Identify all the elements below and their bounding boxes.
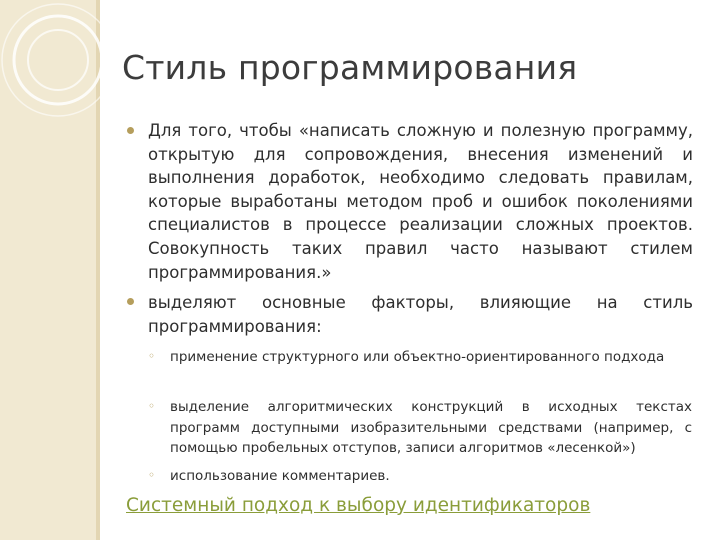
sub-bullet-marker: ◦ [148,468,156,482]
sub-bullet-marker: ◦ [148,399,156,413]
sub-bullet-marker: ◦ [148,349,156,363]
bullet-text: Для того, чтобы «написать сложную и полезную программу, открытую для сопровождения, внесения изменений и выполнения доработок, необходимо следовать правилам, которые выработаны методом проб и ошибок поколениями специалистов в процессе реализации сложных проектов. Совокупность таких правил часто называют стилем программирования.» [148,121,693,282]
slide-title: Стиль программирования [122,48,578,87]
footer-link[interactable]: Системный подход к выбору идентификаторов [126,495,591,516]
bullet-marker [127,298,134,305]
decorative-rings [0,0,100,200]
sub-bullet-text: применение структурного или объектно-ориентированного подхода [170,349,665,365]
bullet-marker [127,127,134,134]
bullet-text: выделяют основные факторы, влияющие на стиль программирования: [148,293,693,336]
sub-bullet-text: выделение алгоритмических конструкций в исходных текстах программ доступными изобразительными средствами (например, с помощью пробельных отступов, записи алгоритмов «лесенкой») [170,399,692,456]
sub-bullet-text: использование комментариев. [170,468,390,484]
